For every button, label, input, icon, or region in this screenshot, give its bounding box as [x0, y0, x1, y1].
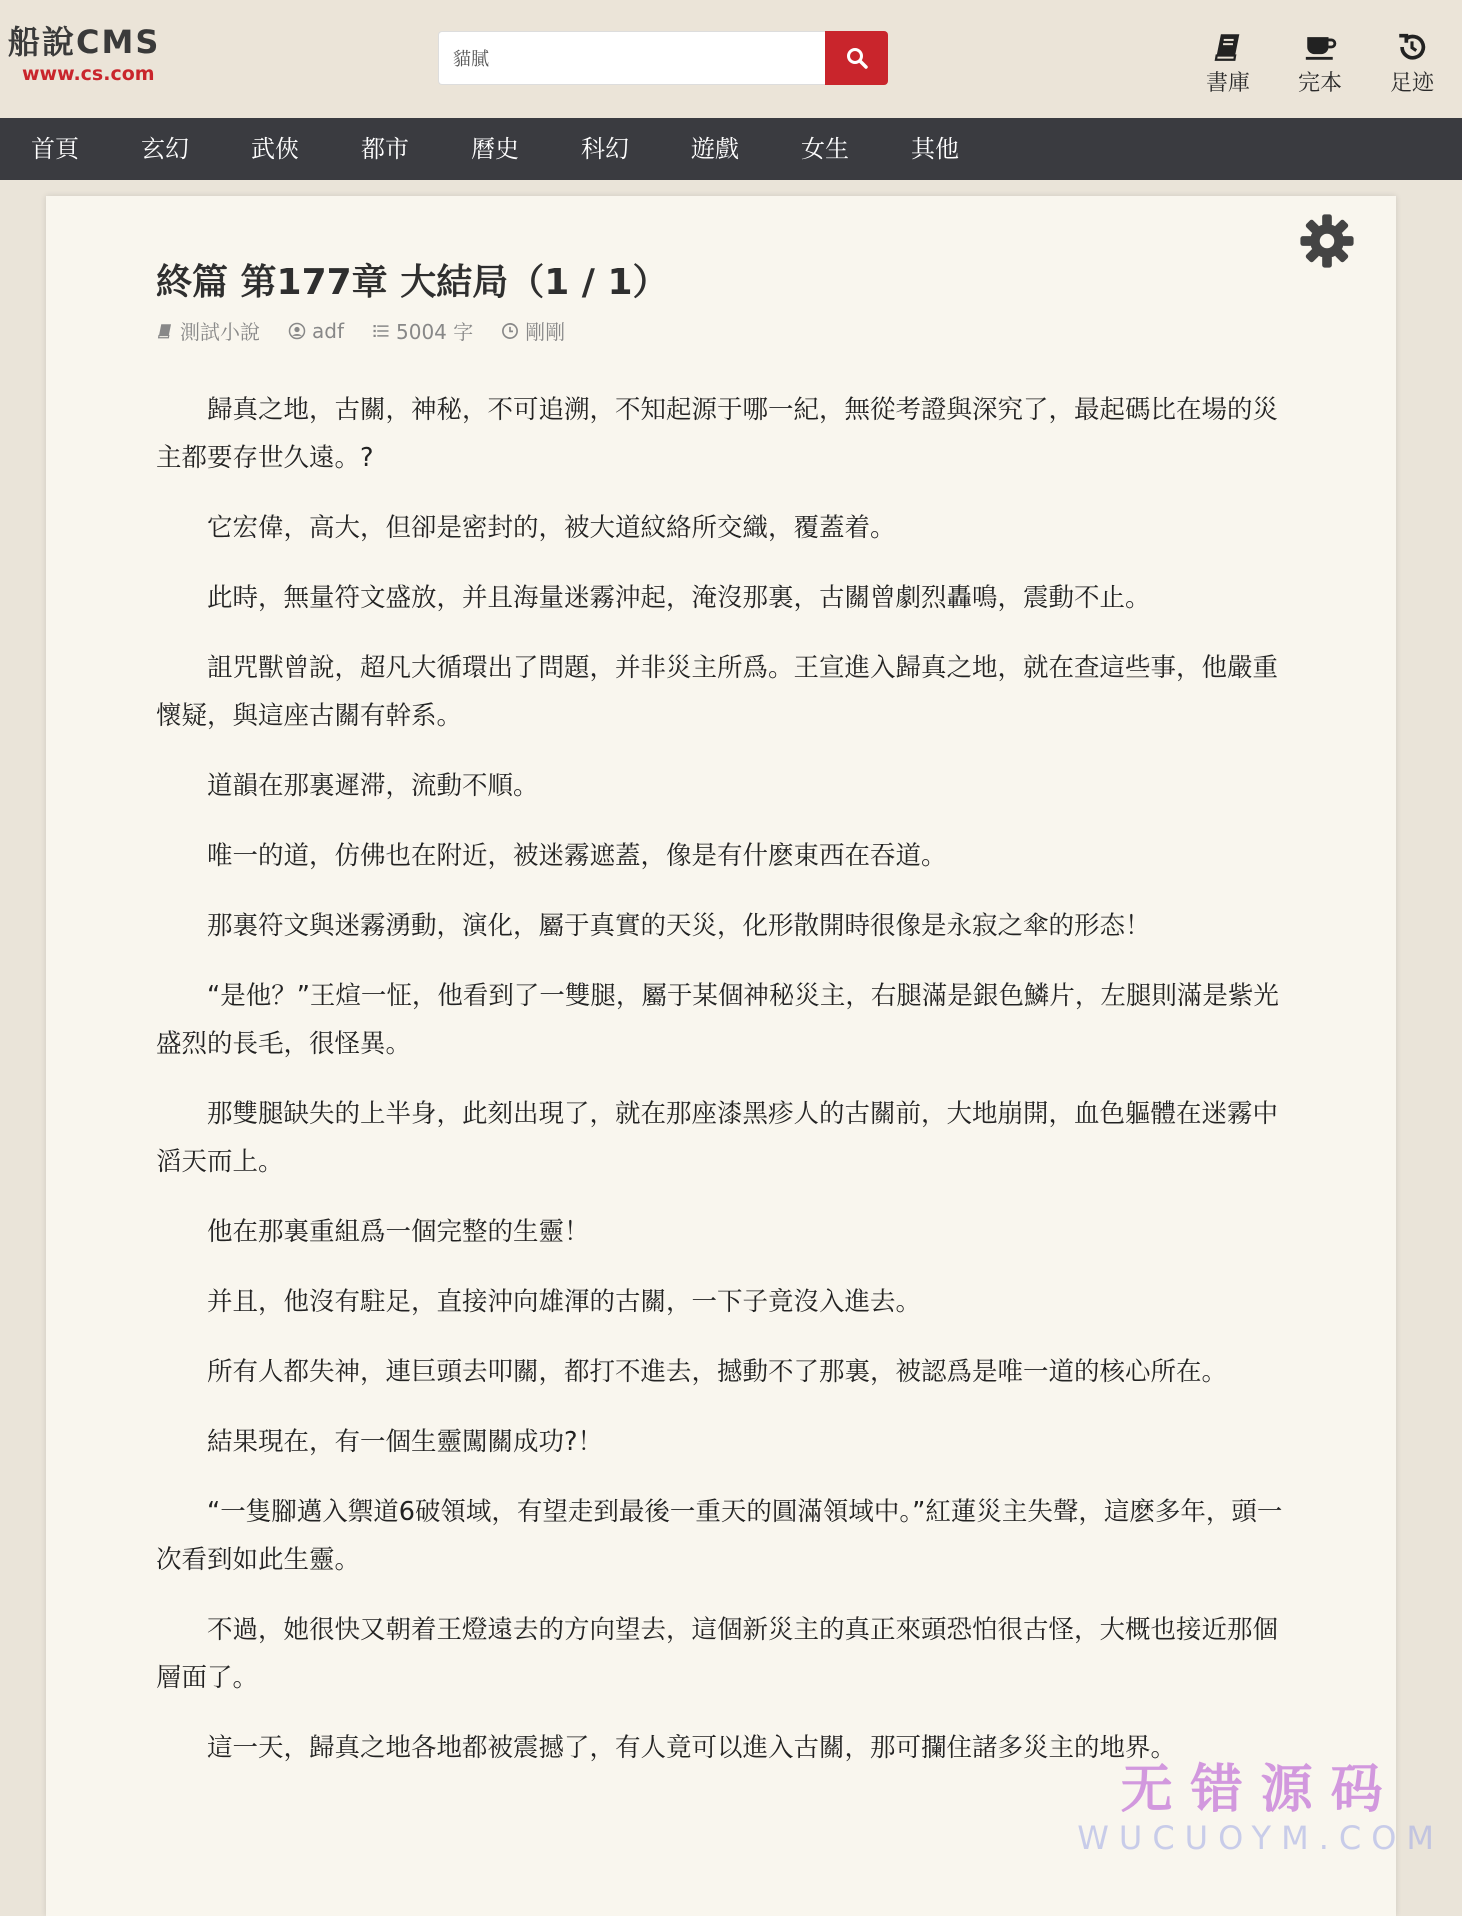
- paragraph: 道韻在那裏遲滞，流動不順。: [207, 771, 539, 801]
- paragraph: 唯一的道，仿佛也在附近，被迷霧遮蓋，像是有什麽東西在吞道。: [207, 841, 947, 871]
- history-icon: [1395, 30, 1429, 64]
- main-nav: [0, 118, 1462, 180]
- chapter-meta: [156, 316, 565, 345]
- paragraph: 此時，無量符文盛放，并且海量迷霧沖起，淹沒那裏，古關曾劇烈轟鳴，震動不止。: [207, 583, 1151, 613]
- site-logo[interactable]: [8, 22, 160, 86]
- completed-label: 完本: [1297, 71, 1342, 96]
- meta-author: [288, 316, 344, 345]
- paragraph: 所有人都失神，連巨頭去叩關，都打不進去，撼動不了那裏，被認爲是唯一道的核心所在。: [207, 1357, 1228, 1387]
- nav-item-wuxia[interactable]: 武俠: [251, 135, 299, 163]
- chapter-content: [156, 386, 1286, 1794]
- nav-item-female[interactable]: 女生: [801, 135, 849, 163]
- logo-title[interactable]: 船說CMS: [8, 23, 161, 61]
- logo-url[interactable]: www.cs.com: [22, 63, 155, 85]
- library-label: 書庫: [1205, 71, 1250, 96]
- watermark-en: WUCUOYM.COM: [1077, 1819, 1444, 1857]
- chapter-card: [46, 196, 1396, 1916]
- book-icon: [1211, 30, 1245, 64]
- paragraph: 那裏符文與迷霧湧動，演化，屬于真實的天災，化形散開時很像是永寂之傘的形态！: [207, 911, 1151, 941]
- paragraph: 結果現在，有一個生靈闖關成功?！: [207, 1427, 604, 1457]
- book-icon: [156, 322, 174, 340]
- library-link[interactable]: [1202, 30, 1254, 97]
- meta-book-label: 測試小說: [180, 320, 260, 344]
- list-icon: [372, 322, 390, 340]
- site-header: [0, 0, 1462, 118]
- meta-time: [501, 316, 565, 345]
- settings-button[interactable]: [1298, 212, 1356, 270]
- clock-icon: [501, 322, 519, 340]
- paragraph: 不過，她很快又朝着王燈遠去的方向望去，這個新災主的真正來頭恐怕很古怪，大概也接近那個層面了。: [156, 1615, 1279, 1693]
- meta-author-label: adf: [312, 318, 344, 343]
- coffee-icon: [1303, 30, 1337, 64]
- meta-time-label: 剛剛: [525, 320, 566, 344]
- history-label: 足迹: [1389, 71, 1434, 96]
- paragraph: 它宏偉，高大，但卻是密封的，被大道紋絡所交織，覆蓋着。: [207, 513, 896, 543]
- search-button[interactable]: [825, 31, 888, 85]
- search-icon: [845, 46, 869, 70]
- paragraph: “一隻腳邁入禦道6破領域，有望走到最後一重天的圓滿領域中。”紅蓮災主失聲，這麽多年，頭一次看到如此生靈。: [156, 1497, 1283, 1575]
- nav-item-scifi[interactable]: 科幻: [581, 135, 629, 163]
- paragraph: 詛咒獸曾說，超凡大循環出了問題，并非災主所爲。王宣進入歸真之地，就在查這些事，他嚴重懷疑，與這座古關有幹系。: [156, 653, 1279, 731]
- paragraph: 歸真之地，古關，神秘，不可追溯，不知起源于哪一紀，無從考證與深究了，最起碼比在場的災主都要存世久遠。?: [156, 395, 1279, 473]
- meta-words-label: 5004 字: [396, 320, 474, 344]
- paragraph: 并且，他沒有駐足，直接沖向雄渾的古關，一下子竟沒入進去。: [207, 1287, 922, 1317]
- search-bar: [438, 31, 888, 85]
- meta-words: [372, 316, 473, 345]
- search-input[interactable]: [438, 31, 825, 85]
- chapter-title: 終篇 第177章 大結局（1 / 1）: [156, 262, 669, 303]
- gear-icon: [1298, 212, 1356, 270]
- paragraph: 這一天，歸真之地各地都被震撼了，有人竟可以進入古關，那可攔住諸多災主的地界。: [207, 1733, 1177, 1763]
- nav-item-fantasy[interactable]: 玄幻: [141, 135, 189, 163]
- history-link[interactable]: [1386, 30, 1438, 97]
- watermark-cn: 无错源码: [1120, 1760, 1401, 1820]
- completed-link[interactable]: [1294, 30, 1346, 97]
- nav-item-urban[interactable]: 都市: [361, 135, 409, 163]
- paragraph: “是他？”王煊一怔，他看到了一雙腿，屬于某個神秘災主，右腿滿是銀色鱗片，左腿則滿是紫光盛烈的長毛，很怪異。: [156, 981, 1279, 1059]
- nav-item-games[interactable]: 遊戲: [691, 135, 739, 163]
- paragraph: 他在那裏重組爲一個完整的生靈！: [207, 1217, 590, 1247]
- paragraph: 那雙腿缺失的上半身，此刻出現了，就在那座漆黑疹人的古關前，大地崩開，血色軀體在迷霧中滔天而上。: [156, 1099, 1279, 1177]
- header-links: [1202, 30, 1438, 97]
- nav-item-home[interactable]: 首頁: [31, 135, 79, 163]
- meta-book[interactable]: [156, 316, 260, 345]
- user-circle-icon: [288, 322, 306, 340]
- nav-item-history[interactable]: 曆史: [471, 135, 519, 163]
- nav-item-other[interactable]: 其他: [911, 135, 959, 163]
